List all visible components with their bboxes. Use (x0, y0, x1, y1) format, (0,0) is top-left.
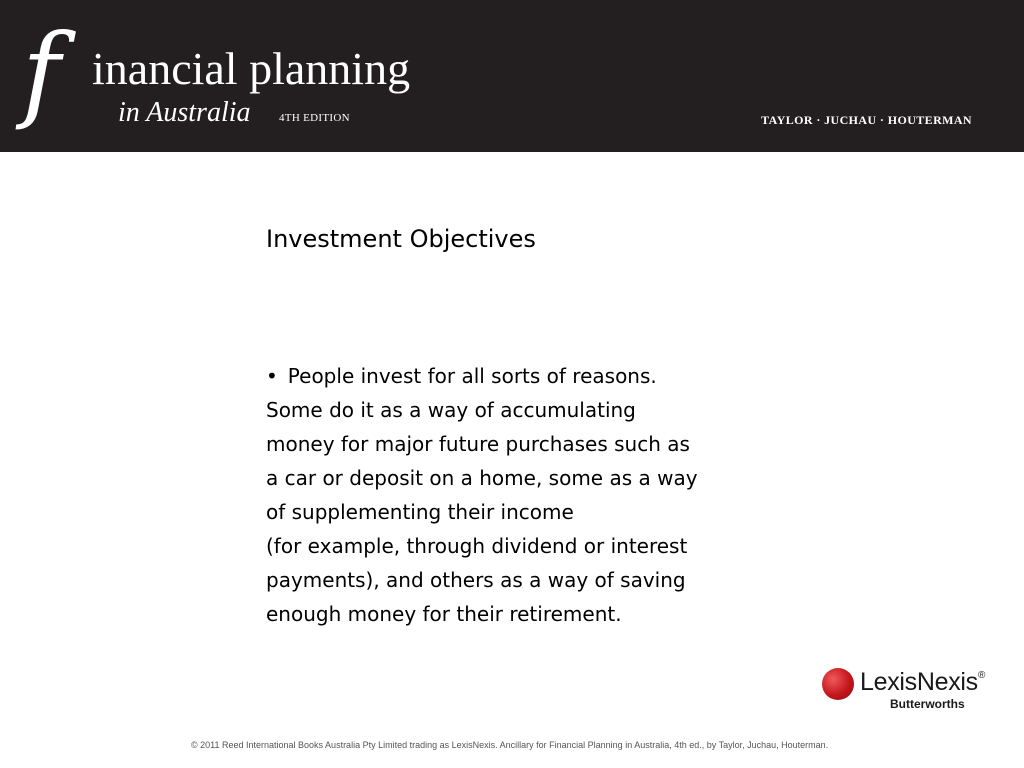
body-line: enough money for their retirement. (266, 602, 622, 626)
body-line: of supplementing their income (266, 500, 574, 524)
bullet-icon: • (266, 364, 278, 388)
book-logo-subtitle: in Australia (118, 97, 251, 128)
header-banner (0, 0, 1024, 152)
slide-body (266, 359, 766, 631)
book-logo-title: inancial planning (92, 43, 411, 94)
trademark-symbol: ® (978, 670, 986, 681)
publisher-name: LexisNexis (860, 668, 978, 696)
book-logo-initial: f (22, 11, 61, 133)
body-line: a car or deposit on a home, some as a way (266, 466, 698, 490)
slide-title: Investment Objectives (266, 225, 536, 253)
copyright-notice: © 2011 Reed International Books Australia Pty Limited trading as LexisNexis. Ancillary for Financial Planning in Australia, 4th ed., by Taylor, Juchau, Houterman. (191, 740, 829, 750)
body-line: (for example, through dividend or interest (266, 534, 688, 558)
body-line: Some do it as a way of accumulating (266, 398, 636, 422)
publisher-logo (820, 664, 990, 712)
publisher-imprint: Butterworths (890, 697, 965, 711)
authors-label: TAYLOR · JUCHAU · HOUTERMAN (761, 113, 972, 127)
lexisnexis-sphere-icon (822, 668, 854, 700)
body-line: People invest for all sorts of reasons. (287, 364, 657, 388)
bullet-line (266, 359, 766, 393)
edition-label: 4TH EDITION (279, 112, 350, 124)
body-line: money for major future purchases such as (266, 432, 690, 456)
body-line: payments), and others as a way of saving (266, 568, 686, 592)
